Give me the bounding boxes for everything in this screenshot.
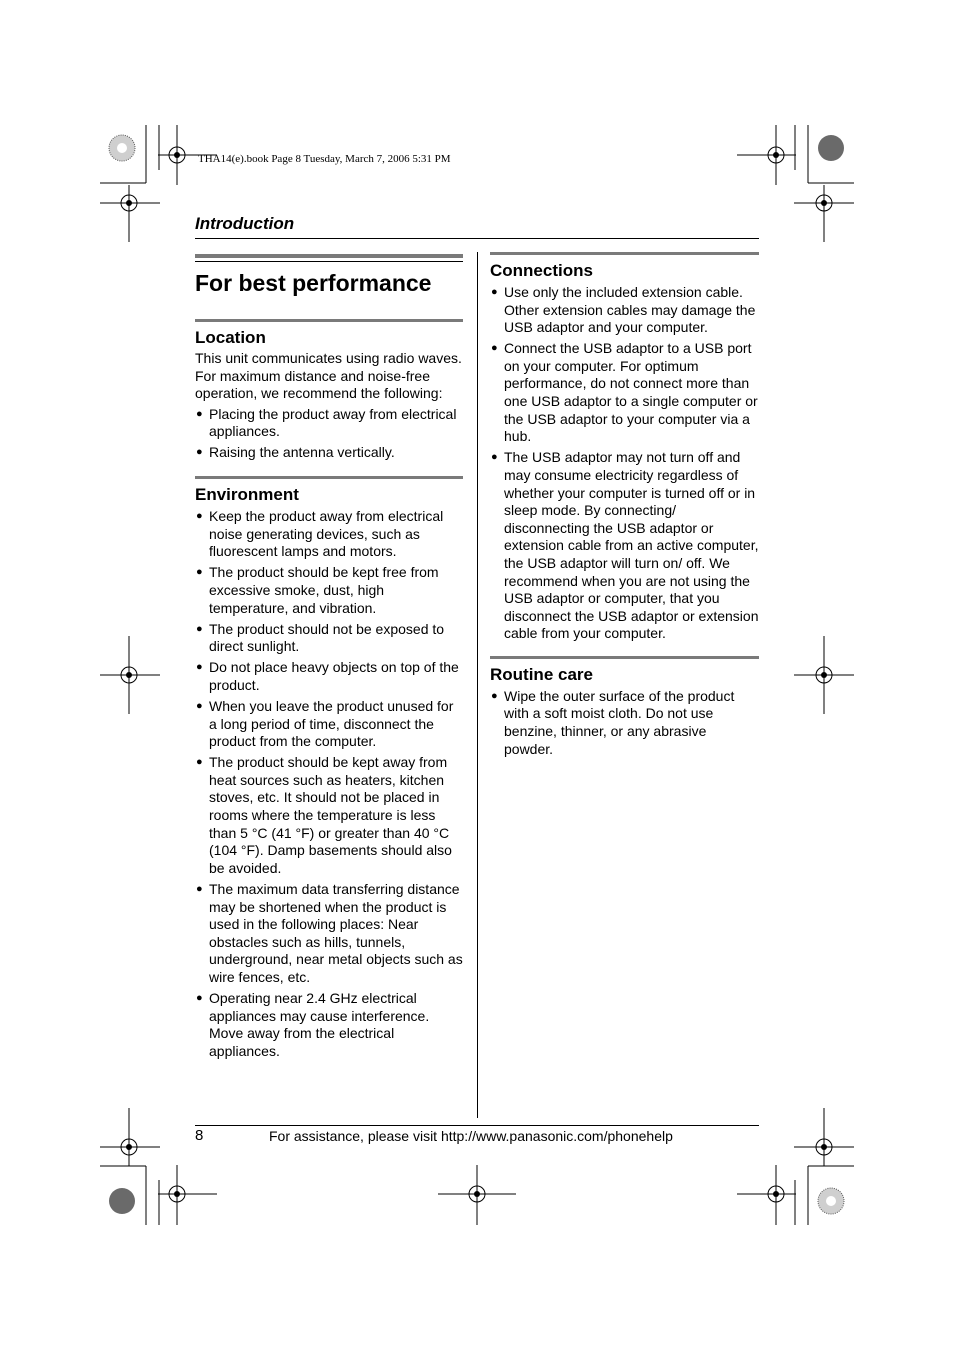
connections-heading: Connections	[490, 261, 593, 280]
list-item	[195, 508, 463, 561]
connections-list	[490, 284, 759, 643]
list-item	[195, 881, 463, 987]
list-item	[195, 990, 463, 1060]
list-item-text: The USB adaptor may not turn off and may consume electricity regardless of whether your computer is turned off or in sleep mode. By connecting/ disconnecting the USB adaptor or extension cable from an active computer, the USB adaptor will turn on/ off. We recommend when you are not using the USB adaptor or computer, that you disconnect the USB adaptor or extension cable from your computer.	[504, 449, 759, 642]
title-bar	[195, 254, 463, 258]
bullet-icon: ●	[196, 446, 203, 459]
list-item-text: Placing the product away from electrical appliances.	[209, 405, 457, 440]
list-item	[490, 284, 759, 337]
list-item	[195, 659, 463, 694]
list-item	[490, 688, 759, 758]
routine-care-rule	[490, 656, 759, 659]
list-item-text: The product should be kept free from excessive smoke, dust, high temperature, and vibration.	[209, 564, 439, 616]
header-rule	[195, 238, 759, 239]
list-item-text: Wipe the outer surface of the product with a soft moist cloth. Do not use benzine, thinner, or any abrasive powder.	[504, 687, 735, 757]
list-item-text: Operating near 2.4 GHz electrical appliances may cause interference. Move away from the electrical appliances.	[209, 990, 430, 1059]
bullet-icon: ●	[491, 451, 498, 464]
bullet-icon: ●	[491, 342, 498, 355]
bullet-icon: ●	[491, 689, 498, 702]
list-item	[195, 621, 463, 656]
location-list	[195, 406, 463, 462]
list-item	[490, 340, 759, 446]
routine-care-list	[490, 688, 759, 758]
page-title: For best performance	[195, 270, 432, 296]
environment-heading: Environment	[195, 485, 299, 505]
list-item	[195, 754, 463, 877]
bullet-icon: ●	[196, 882, 203, 895]
bullet-icon: ●	[196, 700, 203, 712]
list-item-text: The product should not be exposed to direct sunlight.	[209, 620, 445, 655]
location-heading: Location	[195, 328, 266, 347]
list-item-text: Connect the USB adaptor to a USB port on your computer. For optimum performance, do not connect more than one USB adaptor to a single computer or the USB adaptor to your computer via a hub.	[504, 340, 758, 445]
environment-list	[195, 508, 463, 1060]
page-number: 8	[195, 1127, 204, 1144]
bullet-icon: ●	[196, 566, 203, 579]
list-item	[195, 444, 463, 462]
list-item	[195, 406, 463, 441]
list-item-text: When you leave the product unused for a long period of time, disconnect the product from the computer.	[209, 698, 454, 750]
list-item-text: Keep the product away from electrical noise generating devices, such as fluorescent lamps and motors.	[209, 508, 444, 560]
footer-rule	[195, 1125, 759, 1126]
assistance-text: For assistance, please visit http://www.panasonic.com/phonehelp	[269, 1128, 673, 1144]
bullet-icon: ●	[491, 286, 498, 298]
title-bottom-rule	[195, 319, 463, 322]
bullet-icon: ●	[196, 622, 203, 635]
connections-rule	[490, 252, 759, 255]
bullet-icon: ●	[196, 992, 203, 1004]
list-item	[195, 698, 463, 751]
list-item	[490, 449, 759, 643]
list-item-text: The product should be kept away from heat sources such as heaters, kitchen stoves, etc. It should not be placed in rooms where the temperature is less than 5 °C (41 °F) or greater than 40 °C (104 °F). Damp basements should also be avoided.	[209, 754, 452, 876]
column-divider	[477, 252, 478, 1118]
list-item-text: The maximum data transferring distance may be shortened when the product is used in the following places: Near obstacles such as hills, tunnels, underground, near metal objects such as wire fences, etc.	[209, 880, 463, 985]
list-item	[195, 564, 463, 617]
section-label: Introduction	[195, 214, 295, 233]
bullet-icon: ●	[196, 756, 203, 769]
right-column	[490, 252, 759, 762]
location-paragraph: This unit communicates using radio waves.	[195, 350, 462, 366]
list-item-text: Raising the antenna vertically.	[209, 444, 395, 461]
environment-rule	[195, 476, 463, 479]
list-item-text: Use only the included extension cable. Other extension cables may damage the USB adaptor and your computer.	[504, 284, 756, 336]
bullet-icon: ●	[196, 407, 203, 420]
bullet-icon: ●	[196, 510, 203, 523]
left-column	[195, 252, 463, 1064]
print-info: THA14(e).book Page 8 Tuesday, March 7, 2006 5:31 PM	[198, 153, 451, 165]
list-item-text: Do not place heavy objects on top of the product.	[209, 659, 459, 693]
title-thin-rule	[195, 261, 463, 262]
routine-care-heading: Routine care	[490, 664, 593, 684]
location-paragraph: For maximum distance and noise-free operation, we recommend the following:	[195, 367, 443, 402]
bullet-icon: ●	[196, 661, 203, 674]
